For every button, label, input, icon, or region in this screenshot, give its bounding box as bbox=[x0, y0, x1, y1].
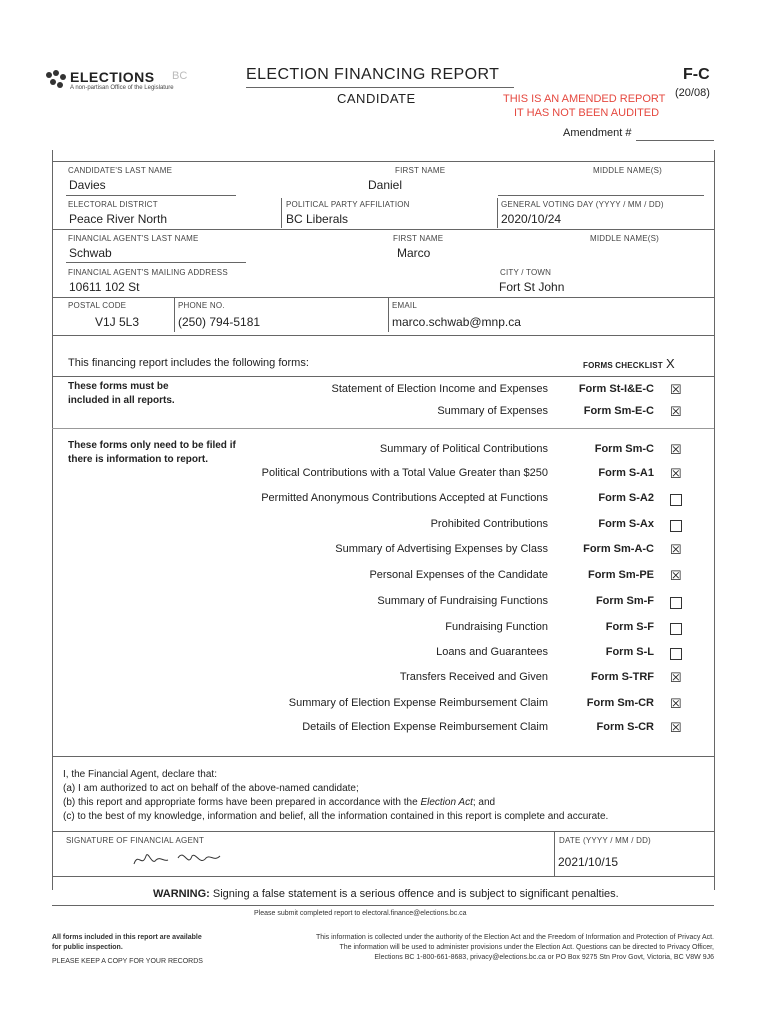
form-row-name: Political Contributions with a Total Value Greater than $250 bbox=[261, 467, 548, 479]
candidate-last-name[interactable]: Davies bbox=[69, 178, 106, 192]
form-row-code: Form St-I&E-C bbox=[578, 383, 654, 395]
form-row-name: Summary of Political Contributions bbox=[379, 443, 548, 455]
logo-suffix: BC bbox=[172, 70, 188, 82]
form-row-code: Form Sm-CR bbox=[586, 697, 654, 709]
form-row-name: Details of Election Expense Reimbursement Claim bbox=[302, 721, 548, 733]
form-row-code: Form S-TRF bbox=[591, 671, 654, 683]
party-value[interactable]: BC Liberals bbox=[286, 212, 349, 226]
phone-value[interactable]: (250) 794-5181 bbox=[178, 315, 261, 329]
form-row-code: Form Sm-A-C bbox=[583, 543, 654, 555]
form-row-name: Prohibited Contributions bbox=[430, 518, 548, 530]
email-value[interactable]: marco.schwab@mnp.ca bbox=[392, 315, 521, 329]
logo-icon bbox=[44, 69, 70, 91]
optional-note: These forms only need to be filed if there is information to report. bbox=[68, 440, 236, 465]
signature-scribble bbox=[130, 846, 230, 872]
form-row-checkbox[interactable]: ☒ bbox=[670, 670, 682, 685]
postal-label: POSTAL CODE bbox=[68, 301, 127, 310]
required-note: These forms must be included in all reports. bbox=[68, 381, 175, 406]
party-label: POLITICAL PARTY AFFILIATION bbox=[286, 200, 410, 209]
form-row-checkbox[interactable]: ☒ bbox=[670, 382, 682, 397]
amendment-label: Amendment # bbox=[563, 127, 632, 139]
warning bbox=[153, 888, 619, 900]
date-value[interactable]: 2021/10/15 bbox=[558, 855, 619, 869]
checklist-mark: X bbox=[666, 356, 675, 371]
agent-city[interactable]: Fort St John bbox=[499, 280, 565, 294]
agent-last-name-label: FINANCIAL AGENT'S LAST NAME bbox=[68, 234, 199, 243]
footer-left-2: for public inspection. bbox=[52, 944, 123, 951]
voting-day-label: GENERAL VOTING DAY (YYYY / MM / DD) bbox=[501, 200, 664, 209]
logo-name: ELECTIONS bbox=[70, 69, 155, 85]
warning-text: Signing a false statement is a serious offence and is subject to significant penalties. bbox=[212, 888, 619, 900]
submit-note: Please submit completed report to electoral.finance@elections.bc.ca bbox=[254, 910, 467, 917]
form-row-checkbox[interactable] bbox=[670, 623, 682, 635]
form-row-name: Permitted Anonymous Contributions Accepted at Functions bbox=[261, 492, 548, 504]
footer-left-3: PLEASE KEEP A COPY FOR YOUR RECORDS bbox=[52, 958, 203, 965]
warning-label: WARNING: bbox=[153, 888, 210, 900]
agent-first-name[interactable]: Marco bbox=[397, 246, 431, 260]
form-row-code: Form Sm-PE bbox=[587, 569, 654, 581]
report-title: ELECTION FINANCING REPORT bbox=[246, 66, 500, 83]
form-row-code: Form Sm-F bbox=[595, 595, 654, 607]
form-row-name: Summary of Expenses bbox=[437, 405, 548, 417]
forms-intro: This financing report includes the following forms: bbox=[68, 357, 309, 369]
candidate-last-name-label: CANDIDATE'S LAST NAME bbox=[68, 166, 173, 175]
form-row-checkbox[interactable]: ☒ bbox=[670, 442, 682, 457]
district-label: ELECTORAL DISTRICT bbox=[68, 200, 158, 209]
email-label: EMAIL bbox=[392, 301, 418, 310]
signature-label: SIGNATURE OF FINANCIAL AGENT bbox=[66, 836, 205, 845]
audit-notice: IT HAS NOT BEEN AUDITED bbox=[514, 107, 660, 119]
form-row-code: Form S-Ax bbox=[598, 518, 654, 530]
district-value[interactable]: Peace River North bbox=[69, 212, 168, 226]
form-row-name: Summary of Fundraising Functions bbox=[377, 595, 548, 607]
form-row-checkbox[interactable] bbox=[670, 494, 682, 506]
form-row-name: Statement of Election Income and Expenses bbox=[331, 383, 548, 395]
form-row-checkbox[interactable]: ☒ bbox=[670, 696, 682, 711]
form-row-checkbox[interactable]: ☒ bbox=[670, 542, 682, 557]
form-row-name: Transfers Received and Given bbox=[399, 671, 548, 683]
agent-middle-name-label: MIDDLE NAME(S) bbox=[590, 234, 660, 243]
footer-right-3: Elections BC 1-800-661-8683, privacy@elections.bc.ca or PO Box 9275 Stn Prov Govt, Victoria, BC V8W 9J6 bbox=[374, 954, 714, 961]
voting-day-value[interactable]: 2020/10/24 bbox=[501, 212, 562, 226]
checklist-label: FORMS CHECKLIST bbox=[583, 361, 663, 370]
form-row-checkbox[interactable] bbox=[670, 520, 682, 532]
form-row-checkbox[interactable] bbox=[670, 597, 682, 609]
form-row-name: Fundraising Function bbox=[445, 621, 548, 633]
agent-last-name[interactable]: Schwab bbox=[69, 246, 112, 260]
election-act-ref: Election Act bbox=[420, 797, 473, 808]
postal-value[interactable]: V1J 5L3 bbox=[95, 315, 140, 329]
footer-right-1: This information is collected under the authority of the Election Act and the Freedom of Information and Protection of Privacy Act. bbox=[315, 934, 714, 941]
agent-first-name-label: FIRST NAME bbox=[393, 234, 444, 243]
candidate-middle-name-label: MIDDLE NAME(S) bbox=[593, 166, 663, 175]
phone-label: PHONE NO. bbox=[178, 301, 225, 310]
declaration-a: (a) I am authorized to act on behalf of the above-named candidate; bbox=[63, 783, 359, 794]
signature[interactable] bbox=[130, 846, 230, 877]
agent-city-label: CITY / TOWN bbox=[500, 268, 552, 277]
form-row-code: Form S-CR bbox=[596, 721, 654, 733]
form-row-checkbox[interactable] bbox=[670, 648, 682, 660]
form-row-code: Form S-L bbox=[605, 646, 654, 658]
candidate-first-name[interactable]: Daniel bbox=[368, 178, 403, 192]
form-row-name: Personal Expenses of the Candidate bbox=[369, 569, 548, 581]
form-row-code: Form S-A2 bbox=[598, 492, 654, 504]
declaration-c: (c) to the best of my knowledge, information and belief, all the information contained in this report is complete and accurate. bbox=[63, 811, 609, 822]
agent-address[interactable]: 10611 102 St bbox=[69, 280, 140, 294]
form-row-checkbox[interactable]: ☒ bbox=[670, 720, 682, 735]
form-row-name: Loans and Guarantees bbox=[436, 646, 548, 658]
form-row-name: Summary of Election Expense Reimbursement Claim bbox=[288, 697, 548, 709]
form-row-checkbox[interactable]: ☒ bbox=[670, 404, 682, 419]
form-id: F-C bbox=[683, 66, 710, 83]
report-subtitle: CANDIDATE bbox=[337, 91, 416, 106]
form-row-checkbox[interactable]: ☒ bbox=[670, 568, 682, 583]
logo-tagline: A non-partisan Office of the Legislature bbox=[70, 85, 174, 91]
footer-left-1: All forms included in this report are available bbox=[52, 934, 202, 941]
declaration-b-text: (b) this report and appropriate forms have been prepared in accordance with the bbox=[63, 797, 421, 808]
declaration-intro: I, the Financial Agent, declare that: bbox=[63, 769, 217, 780]
footer-right-2: The information will be used to administer provisions under the Election Act. Questions can be directed to Privacy Officer, bbox=[339, 944, 714, 951]
form-row-code: Form Sm-E-C bbox=[583, 405, 654, 417]
form-row-code: Form Sm-C bbox=[594, 443, 654, 455]
declaration-b-end: ; and bbox=[472, 797, 496, 808]
form-row-checkbox[interactable]: ☒ bbox=[670, 466, 682, 481]
form-row-name: Summary of Advertising Expenses by Class bbox=[335, 543, 548, 555]
candidate-first-name-label: FIRST NAME bbox=[395, 166, 446, 175]
agent-address-label: FINANCIAL AGENT'S MAILING ADDRESS bbox=[68, 268, 228, 277]
form-row-code: Form S-F bbox=[605, 621, 654, 633]
form-row-code: Form S-A1 bbox=[598, 467, 654, 479]
form-version: (20/08) bbox=[675, 87, 710, 99]
amended-notice: THIS IS AN AMENDED REPORT bbox=[503, 93, 666, 105]
amendment-number-field[interactable] bbox=[636, 140, 714, 141]
declaration-b bbox=[63, 797, 495, 808]
date-label: DATE (YYYY / MM / DD) bbox=[559, 836, 651, 845]
